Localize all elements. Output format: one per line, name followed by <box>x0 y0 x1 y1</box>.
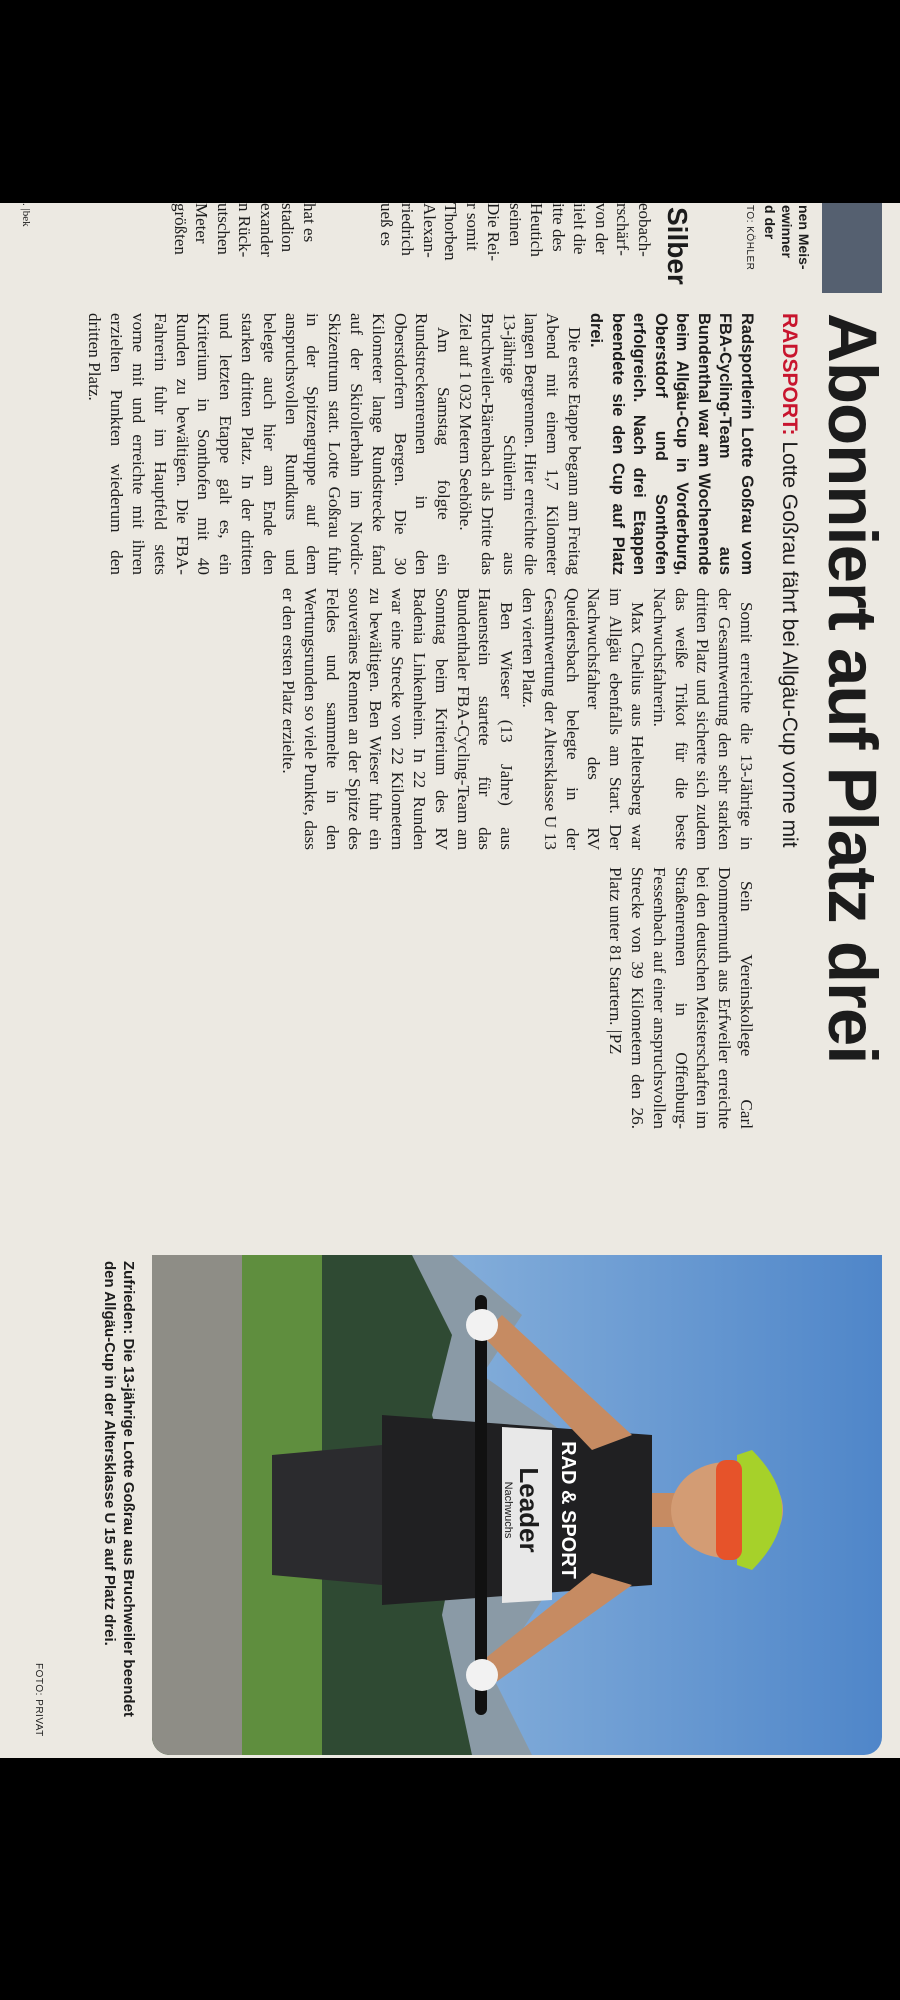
cyclist-illustration <box>152 1255 882 1755</box>
body-paragraph <box>604 867 757 1129</box>
text-line: Alexan- <box>420 203 439 258</box>
sunglasses <box>716 1460 742 1560</box>
kicker-text: Lotte Goßrau fährt bei Allgäu-Cup vorne mit <box>778 435 801 848</box>
handlebar <box>475 1295 487 1715</box>
text-line: von der <box>592 203 611 255</box>
text-line: rschärf- <box>613 203 633 256</box>
text-line: Thorben <box>441 203 461 261</box>
text-line: eobach- <box>635 203 654 257</box>
lead-paragraph: Radsportlerin Lotte Goßrau vom FBA-Cycling-Team aus Bundenthal war am Wochenende beim Allgäu-Cup in Vorderburg, Oberstdorf und Sonthofen erfolgreich. Nach drei Etappen beendete sie den Cup auf Platz drei. <box>587 313 756 575</box>
text-line: utschen <box>214 203 233 255</box>
text-line: r somit <box>463 203 482 251</box>
shorts <box>272 1445 382 1585</box>
text-line: exander <box>257 203 276 257</box>
text-line: größten <box>171 203 190 255</box>
previous-article-column-fragment <box>170 203 321 291</box>
text-line: Heutich <box>527 203 547 257</box>
photo-credit: FOTO: PRIVAT <box>33 1663 44 1737</box>
left-glove <box>466 1309 498 1341</box>
body-paragraph: Somit erreichte die 13-Jährige in der Gesamtwertung den sehr starken dritten Platz und sicherte sich zudem das weiße Trikot für die beste Nachwuchsfahrerin. <box>649 588 756 850</box>
cyclist-photo <box>152 1255 882 1755</box>
previous-article-photo <box>822 203 882 293</box>
body-paragraph: Am Samstag folgte ein Rundstreckenrennen in den Oberstdorfern Bergen. Die 30 Kilometer lange Rundstrecke fand auf der Skirollerbahn im Nordic-Skizentrum statt. Lotte Goßrau fuhr in der Spitzengruppe auf dem anspruchsvollen Rundkurs und belegte auch hier am Ende den starken dritten Platz. In der dritten und letzten Etappe galt es, ein Kriterium in Sonthofen mit 40 Runden zu bewältigen. Die FBA-Fahrerin fuhr im Hauptfeld stets vorne mit und erreichte mit ihren erzielten Punkten wiederum den dritten Platz. <box>85 313 454 575</box>
previous-article-column-fragment <box>376 203 656 291</box>
text-line: n Rück- <box>235 203 255 258</box>
article-column-3 <box>604 867 757 1129</box>
text-line: ueß es <box>377 203 396 246</box>
article-column-2 <box>277 588 757 850</box>
kicker <box>776 313 802 848</box>
text-line: itte des <box>549 203 568 252</box>
text-line: seinen <box>506 203 525 247</box>
photo-caption: Zufrieden: Die 13-jährige Lotte Goßrau aus Bruchweiler beendet den Allgäu-Cup in der Altersklasse U 15 auf Platz drei. <box>101 1261 137 1717</box>
headline: Abonniert auf Platz drei <box>814 313 891 1064</box>
text-line: Die Rei- <box>484 203 504 262</box>
text-line: iielt die <box>570 203 590 255</box>
jersey-text-sponsor: RAD & SPORT <box>557 1441 579 1579</box>
text-line: Meter <box>192 203 212 244</box>
jersey-text-nachwuchs: Nachwuchs <box>502 1481 514 1539</box>
road <box>152 1255 242 1755</box>
previous-article-signature: . |bek <box>20 203 32 227</box>
body-paragraph: Ben Wieser (13 Jahre) aus Hauenstein startete für das Bundenthaler FBA-Cycling-Team am Sonntag beim Kriterium des RV Badenia Linkenheim. In 22 Runden war eine Strecke von 22 Kilometern zu bewältigen. Ben Wieser fuhr ein souveränes Rennen an der Spitze des Feldes und sammelte in den Wertungsrunden so viele Punkte, dass er den ersten Platz erzielte. <box>279 588 517 850</box>
previous-caption-line: nen Meis- <box>796 205 812 270</box>
previous-article-heading: Silber <box>662 207 693 285</box>
right-glove <box>466 1659 498 1691</box>
paragraph-text: Sein Vereinskollege Carl Dommermuth aus Erfweiler erreichte bei den deutschen Meisterschaften im Straßenrennen in Offenburg-Fessenbach auf einer anspruchsvollen Strecke von 39 Kilometern den 26. Platz unter 81 Startern. <box>606 867 756 1129</box>
previous-caption-line: d der <box>762 205 778 240</box>
jersey-text-leader: Leader <box>514 1467 544 1553</box>
article-column-1 <box>84 313 757 575</box>
previous-caption-line: ewinner <box>779 205 795 258</box>
newspaper-page <box>0 203 900 1758</box>
rotated-article <box>0 203 900 1758</box>
body-paragraph: Max Chelius aus Heltersberg war im Allgäu ebenfalls am Start. Der Nachwuchsfahrer des RV Queidersbach belegte in der Gesamtwertung der Altersklasse U 13 den vierten Platz. <box>519 588 648 850</box>
text-line: stadion <box>278 203 298 253</box>
body-paragraph: Die erste Etappe begann am Freitag Abend mit einem 1,7 Kilometer langen Bergrennen. Hier erreichte die 13-jährige Schülerin aus Bruchweiler-Bärenbach als Dritte das Ziel auf 1 032 Metern Seehöhe. <box>456 313 584 575</box>
previous-article-caption <box>761 205 812 287</box>
previous-photo-credit: TO: KÖHLER <box>744 205 755 271</box>
text-line: hat es <box>300 203 319 243</box>
author-signature: |PZ <box>606 1029 626 1055</box>
text-line: riedrich <box>398 203 418 256</box>
kicker-tag: RADSPORT: <box>778 313 801 436</box>
